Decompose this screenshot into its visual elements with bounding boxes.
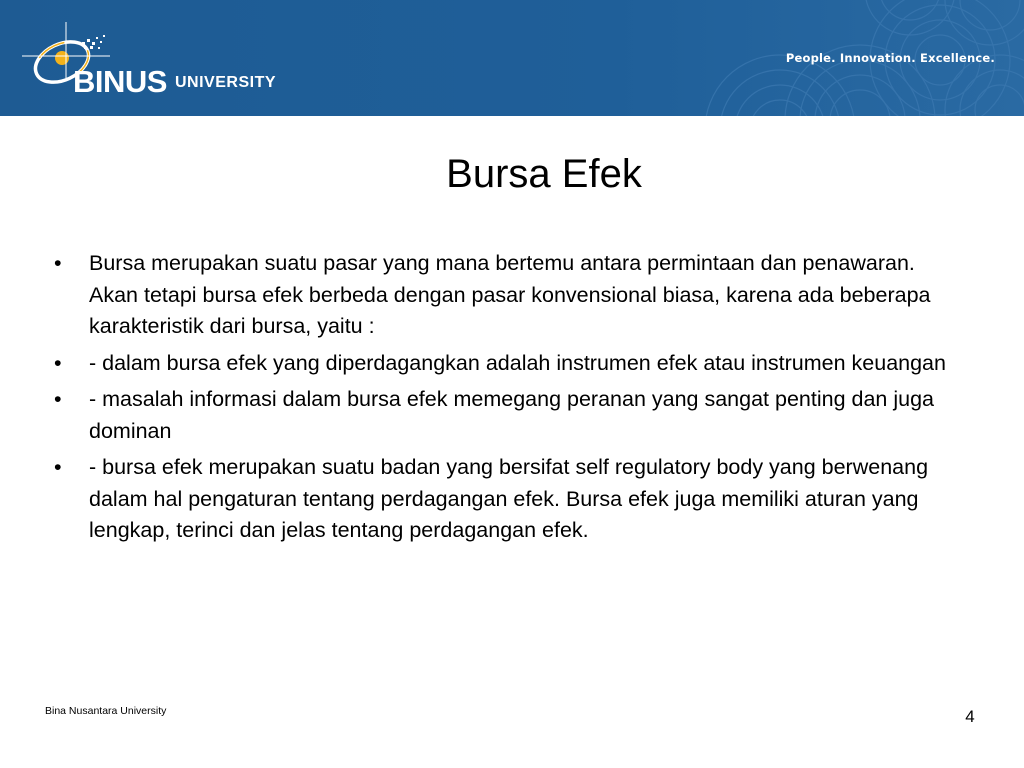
page-number: 4 <box>965 707 975 726</box>
bullet-marker: • <box>54 455 62 479</box>
bullet-text: - masalah informasi dalam bursa efek memegang peranan yang sangat penting dan juga dominan <box>89 387 934 443</box>
bullet-list <box>46 248 966 552</box>
header-banner <box>0 0 1024 116</box>
binus-logo <box>0 0 320 116</box>
logo-subtitle: UNIVERSITY <box>175 74 277 91</box>
slide-title: Bursa Efek <box>446 152 642 196</box>
bullet-text: Bursa merupakan suatu pasar yang mana bertemu antara permintaan dan penawaran. Akan tetapi bursa efek berbeda dengan pasar konvensional biasa, karena ada beberapa karakteristik dari bursa, yaitu : <box>89 251 931 338</box>
bullet-item <box>46 384 966 447</box>
bullet-item <box>46 348 966 380</box>
footer-institution: Bina Nusantara University <box>45 705 167 717</box>
bullet-marker: • <box>54 350 62 375</box>
bullet-marker: • <box>54 251 62 275</box>
bullet-item <box>46 452 966 547</box>
bullet-text: - dalam bursa efek yang diperdagangkan adalah instrumen efek atau instrumen keuangan <box>89 350 946 375</box>
bullet-text: - bursa efek merupakan suatu badan yang bersifat self regulatory body yang berwenang dalam hal pengaturan tentang perdagangan efek. Bursa efek juga memiliki aturan yang lengkap, terinci dan jelas tentang perdagangan efek. <box>89 455 929 542</box>
bullet-marker: • <box>54 387 62 411</box>
logo-wordmark: BINUS <box>73 64 167 99</box>
bullet-item <box>46 248 966 343</box>
tagline: People. Innovation. Excellence. <box>785 51 995 65</box>
